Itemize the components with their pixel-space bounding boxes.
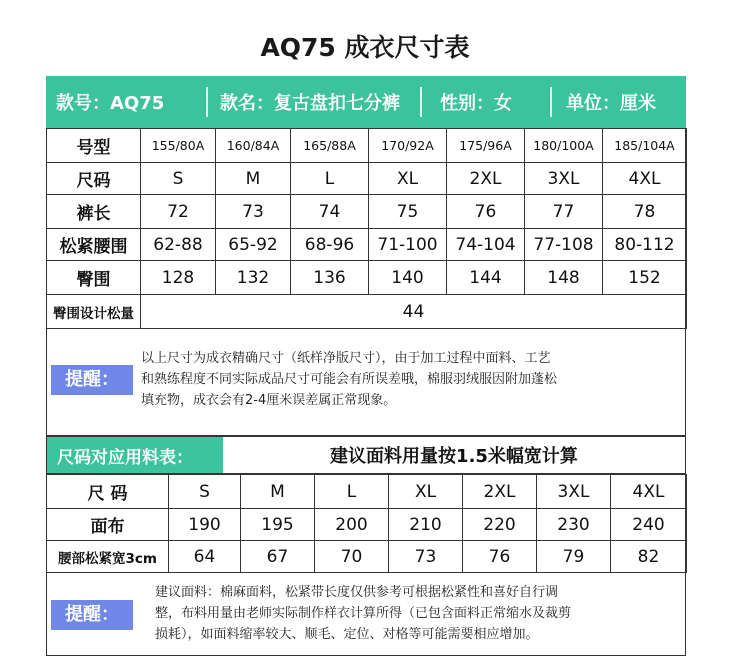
fabric-table	[46, 474, 687, 573]
notice-line: 填充物，成衣会有2-4厘米误差属正常现象。	[141, 393, 397, 408]
waist-cell: 74-104	[447, 229, 525, 261]
size-cell: 3XL	[537, 475, 611, 509]
fabric-cell: 220	[463, 509, 537, 541]
elastic-cell: 76	[463, 541, 537, 573]
page-title: AQ75 成衣尺寸表	[260, 33, 470, 62]
elastic-cell: 67	[241, 541, 315, 573]
row-label: 尺 码	[47, 475, 169, 509]
length-cell: 78	[603, 195, 687, 229]
fabric-cell: 230	[537, 509, 611, 541]
hip-ease-cell: 44	[141, 295, 687, 329]
size-cell: 2XL	[447, 163, 525, 195]
length-cell: 73	[216, 195, 291, 229]
row-label: 面布	[47, 509, 169, 541]
waist-cell: 77-108	[525, 229, 603, 261]
notice-line: 以上尺寸为成衣精确尺寸（纸样净版尺寸），由于加工过程中面料、工艺	[141, 351, 551, 366]
size-cell: L	[291, 163, 369, 195]
elastic-cell: 70	[315, 541, 389, 573]
waist-cell: 80-112	[603, 229, 687, 261]
fabric-section-bar	[46, 436, 686, 474]
model-cell: 160/84A	[216, 129, 291, 163]
fabric-cell: 190	[169, 509, 241, 541]
notice-box	[46, 572, 686, 656]
length-cell: 77	[525, 195, 603, 229]
hip-cell: 128	[141, 261, 216, 295]
length-cell: 74	[291, 195, 369, 229]
header-divider	[206, 87, 208, 117]
waist-cell: 65-92	[216, 229, 291, 261]
notice-line: 损耗），如面料缩率较大、顺毛、定位、对格等可能需要相应增加。	[155, 627, 539, 642]
size-cell: M	[241, 475, 315, 509]
hip-cell: 132	[216, 261, 291, 295]
model-cell: 180/100A	[525, 129, 603, 163]
size-cell: S	[169, 475, 241, 509]
fabric-section-label: 尺码对应用料表：	[47, 437, 223, 473]
size-cell: 4XL	[603, 163, 687, 195]
model-cell: 185/104A	[603, 129, 687, 163]
elastic-cell: 64	[169, 541, 241, 573]
table-row	[47, 475, 687, 509]
size-cell: L	[315, 475, 389, 509]
elastic-cell: 73	[389, 541, 463, 573]
fabric-cell: 240	[611, 509, 687, 541]
size-cell: 2XL	[463, 475, 537, 509]
table-row	[47, 509, 687, 541]
row-label: 臀围设计松量	[47, 295, 141, 329]
table-row	[47, 129, 687, 163]
notice-text	[141, 348, 557, 411]
header-bar	[46, 76, 686, 128]
table-row	[47, 261, 687, 295]
size-cell: XL	[369, 163, 447, 195]
waist-cell: 68-96	[291, 229, 369, 261]
row-label: 尺码	[47, 163, 141, 195]
size-cell: M	[216, 163, 291, 195]
style-number: 款号：AQ75	[56, 93, 165, 114]
model-cell: 165/88A	[291, 129, 369, 163]
model-cell: 155/80A	[141, 129, 216, 163]
row-label: 臀围	[47, 261, 141, 295]
hip-cell: 136	[291, 261, 369, 295]
hip-cell: 144	[447, 261, 525, 295]
size-table	[46, 128, 687, 329]
table-row	[47, 229, 687, 261]
header-divider	[420, 87, 422, 117]
header-divider	[550, 87, 552, 117]
notice-box	[46, 328, 686, 436]
elastic-cell: 79	[537, 541, 611, 573]
notice-line: 建议面料：棉麻面料，松紧带长度仅供参考可根据松紧性和喜好自行调	[155, 585, 559, 600]
notice-text	[155, 582, 571, 645]
size-cell: S	[141, 163, 216, 195]
length-cell: 75	[369, 195, 447, 229]
length-cell: 76	[447, 195, 525, 229]
model-cell: 170/92A	[369, 129, 447, 163]
model-cell: 175/96A	[447, 129, 525, 163]
notice-line: 整，布料用量由老师实际制作样衣计算所得（已包含面料正常缩水及裁剪	[155, 606, 572, 621]
fabric-basis: 建议面料用量按1.5米幅宽计算	[330, 446, 578, 467]
fabric-cell: 210	[389, 509, 463, 541]
table-row	[47, 541, 687, 573]
size-cell: XL	[389, 475, 463, 509]
table-row	[47, 163, 687, 195]
notice-badge: 提醒：	[51, 600, 133, 630]
table-row	[47, 195, 687, 229]
hip-cell: 140	[369, 261, 447, 295]
table-row	[47, 295, 687, 329]
row-label: 裤长	[47, 195, 141, 229]
fabric-cell: 195	[241, 509, 315, 541]
notice-badge: 提醒：	[51, 365, 133, 395]
notice-line: 和熟练程度不同实际成品尺寸可能会有所误差哦，棉服羽绒服因附加蓬松	[141, 372, 558, 387]
hip-cell: 148	[525, 261, 603, 295]
size-cell: 3XL	[525, 163, 603, 195]
style-name: 款名：复古盘扣七分裤	[220, 93, 400, 114]
gender: 性别：女	[440, 93, 512, 114]
elastic-cell: 82	[611, 541, 687, 573]
unit: 单位：厘米	[566, 93, 656, 114]
row-label: 松紧腰围	[47, 229, 141, 261]
row-label: 腰部松紧宽3cm	[47, 541, 169, 573]
hip-cell: 152	[603, 261, 687, 295]
waist-cell: 62-88	[141, 229, 216, 261]
size-cell: 4XL	[611, 475, 687, 509]
waist-cell: 71-100	[369, 229, 447, 261]
length-cell: 72	[141, 195, 216, 229]
fabric-cell: 200	[315, 509, 389, 541]
row-label: 号型	[47, 129, 141, 163]
